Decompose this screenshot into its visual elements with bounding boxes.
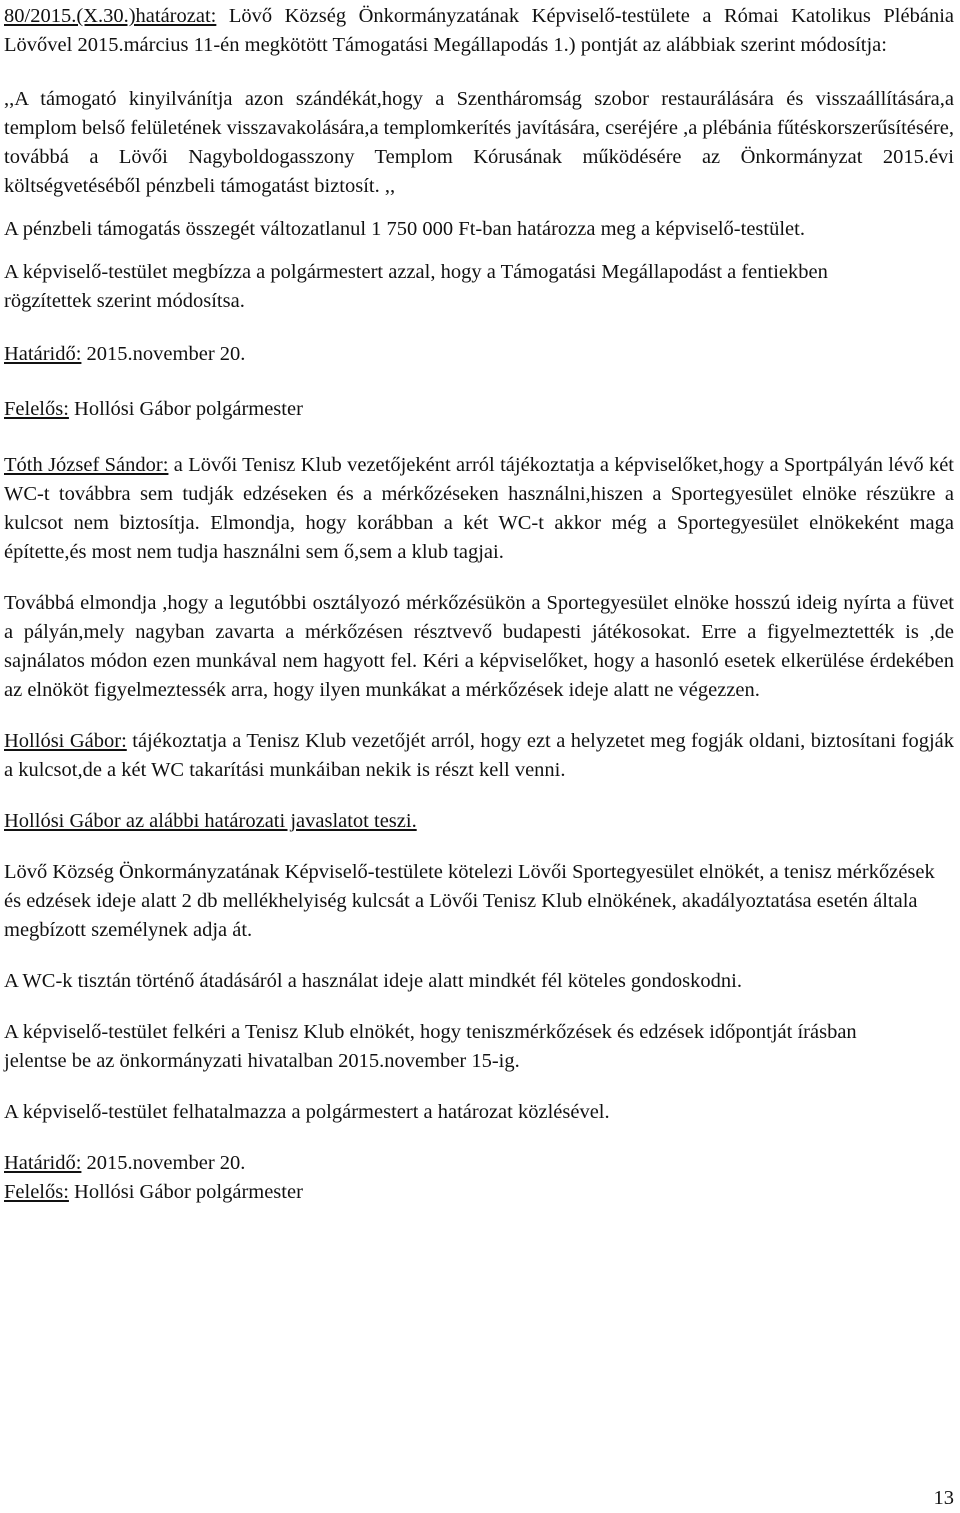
proposal-paragraph-2: A WC-k tisztán történő átadásáról a használat ideje alatt mindkét fél köteles gondoskodni. — [4, 970, 742, 992]
proposal-paragraph-4: A képviselő-testület felhatalmazza a polgármestert a határozat közlésével. — [4, 1101, 610, 1123]
proposal-paragraph-3: A képviselő-testület felkéri a Tenisz Klub elnökét, hogy teniszmérkőzések és edzések időpontját írásban jelentse be az önkormányzati hivatalban 2015.november 15-ig. — [4, 1021, 857, 1072]
responsible-value: Hollósi Gábor polgármester — [68, 1181, 303, 1203]
deadline-line — [4, 1149, 954, 1178]
responsible-line — [4, 395, 954, 424]
toth-paragraph — [4, 451, 954, 567]
responsible-label: Felelős: — [4, 398, 69, 420]
further-paragraph: Továbbá elmondja ,hogy a legutóbbi osztályozó mérkőzésükön a Sportegyesület elnöke hosszú ideig nyírta a füvet a pályán,mely nagyban zavarta a mérkőzésen résztvevő budapesti játékosokat. Erre a figyelmeztették is ,de sajnálatos módon ezen munkával nem hagyott fel. Kéri a képviselőket, hogy a hasonló esetek elkerülése érdekében az elnököt figyelmeztessék arra, hogy ilyen munkákat a mérkőzések ideje alatt ne végezzen. — [4, 592, 954, 701]
mandate-paragraph: A képviselő-testület megbízza a polgármestert azzal, hogy a Támogatási Megállapodást a fentiekben rögzítettek szerint módosítsa. — [4, 261, 828, 312]
document-page — [4, 0, 954, 1207]
deadline-label: Határidő: — [4, 1152, 82, 1174]
speaker-name: Hollósi Gábor: — [4, 730, 127, 752]
resolution-header — [4, 2, 954, 60]
deadline-value: 2015.november 20. — [81, 1152, 246, 1174]
resolution-number: 80/2015.(X.30.)határozat: — [4, 5, 217, 27]
speaker-text: a Lövői Tenisz Klub vezetőjeként arról tájékoztatja a képviselőket,hogy a Sportpályán lévő két WC-t továbbra sem tudják edzéseken és a mérkőzéseken használni,hiszen a Sportegyesület elnöke részükre a kulcsot nem biztosítja. Elmondja, hogy korábban a két WC-t akkor még a Sportegyesület elnökeként maga építette,és most nem tudja használni sem ő,sem a klub tagjai. — [4, 454, 954, 563]
hollosi-paragraph — [4, 727, 954, 785]
speaker-text: tájékoztatja a Tenisz Klub vezetőjét arról, hogy ezt a helyzetet meg fogják oldani, biztosítani fogják a kulcsot,de a két WC takarítási munkáiban nekik is részt kell venni. — [4, 730, 954, 781]
amount-paragraph: A pénzbeli támogatás összegét változatlanul 1 750 000 Ft-ban határozza meg a képviselő-testület. — [4, 218, 805, 240]
proposal-paragraph-1: Lövő Község Önkormányzatának Képviselő-testülete kötelezi Lövői Sportegyesület elnökét, a tenisz mérkőzések és edzések ideje alatt 2 db mellékhelyiség kulcsát a Lövői Tenisz Klub elnökének, akadályoztatása esetén általa megbízott személynek adja át. — [4, 861, 935, 941]
proposal-heading-text: Hollósi Gábor az alábbi határozati javaslatot teszi. — [4, 810, 417, 832]
resolution-text: Lövő Község Önkormányzatának Képviselő-testülete a Római Katolikus Plébánia Lövővel 2015.március 11-én megkötött Támogatási Megállapodás 1.) pontját az alábbiak szerint módosítja: — [4, 5, 954, 56]
responsible-line — [4, 1178, 954, 1207]
deadline-value: 2015.november 20. — [81, 343, 246, 365]
proposal-heading — [4, 807, 954, 836]
responsible-label: Felelős: — [4, 1181, 69, 1203]
deadline-label: Határidő: — [4, 343, 82, 365]
page-number: 13 — [933, 1487, 954, 1509]
deadline-line — [4, 340, 954, 369]
responsible-value: Hollósi Gábor polgármester — [68, 398, 303, 420]
speaker-name: Tóth József Sándor: — [4, 454, 169, 476]
quoted-amendment: ,,A támogató kinyilvánítja azon szándékát,hogy a Szentháromság szobor restaurálására és visszaállítására,a templom belső felületének visszavakolására,a templomkerítés javítására, cseréjére ,a plébánia fűtéskorszerűsítésére, továbbá a Lövői Nagyboldogasszony Templom Kórusának működésére az Önkormányzat 2015.évi költségvetéséből pénzbeli támogatást biztosít. ,, — [4, 88, 954, 197]
